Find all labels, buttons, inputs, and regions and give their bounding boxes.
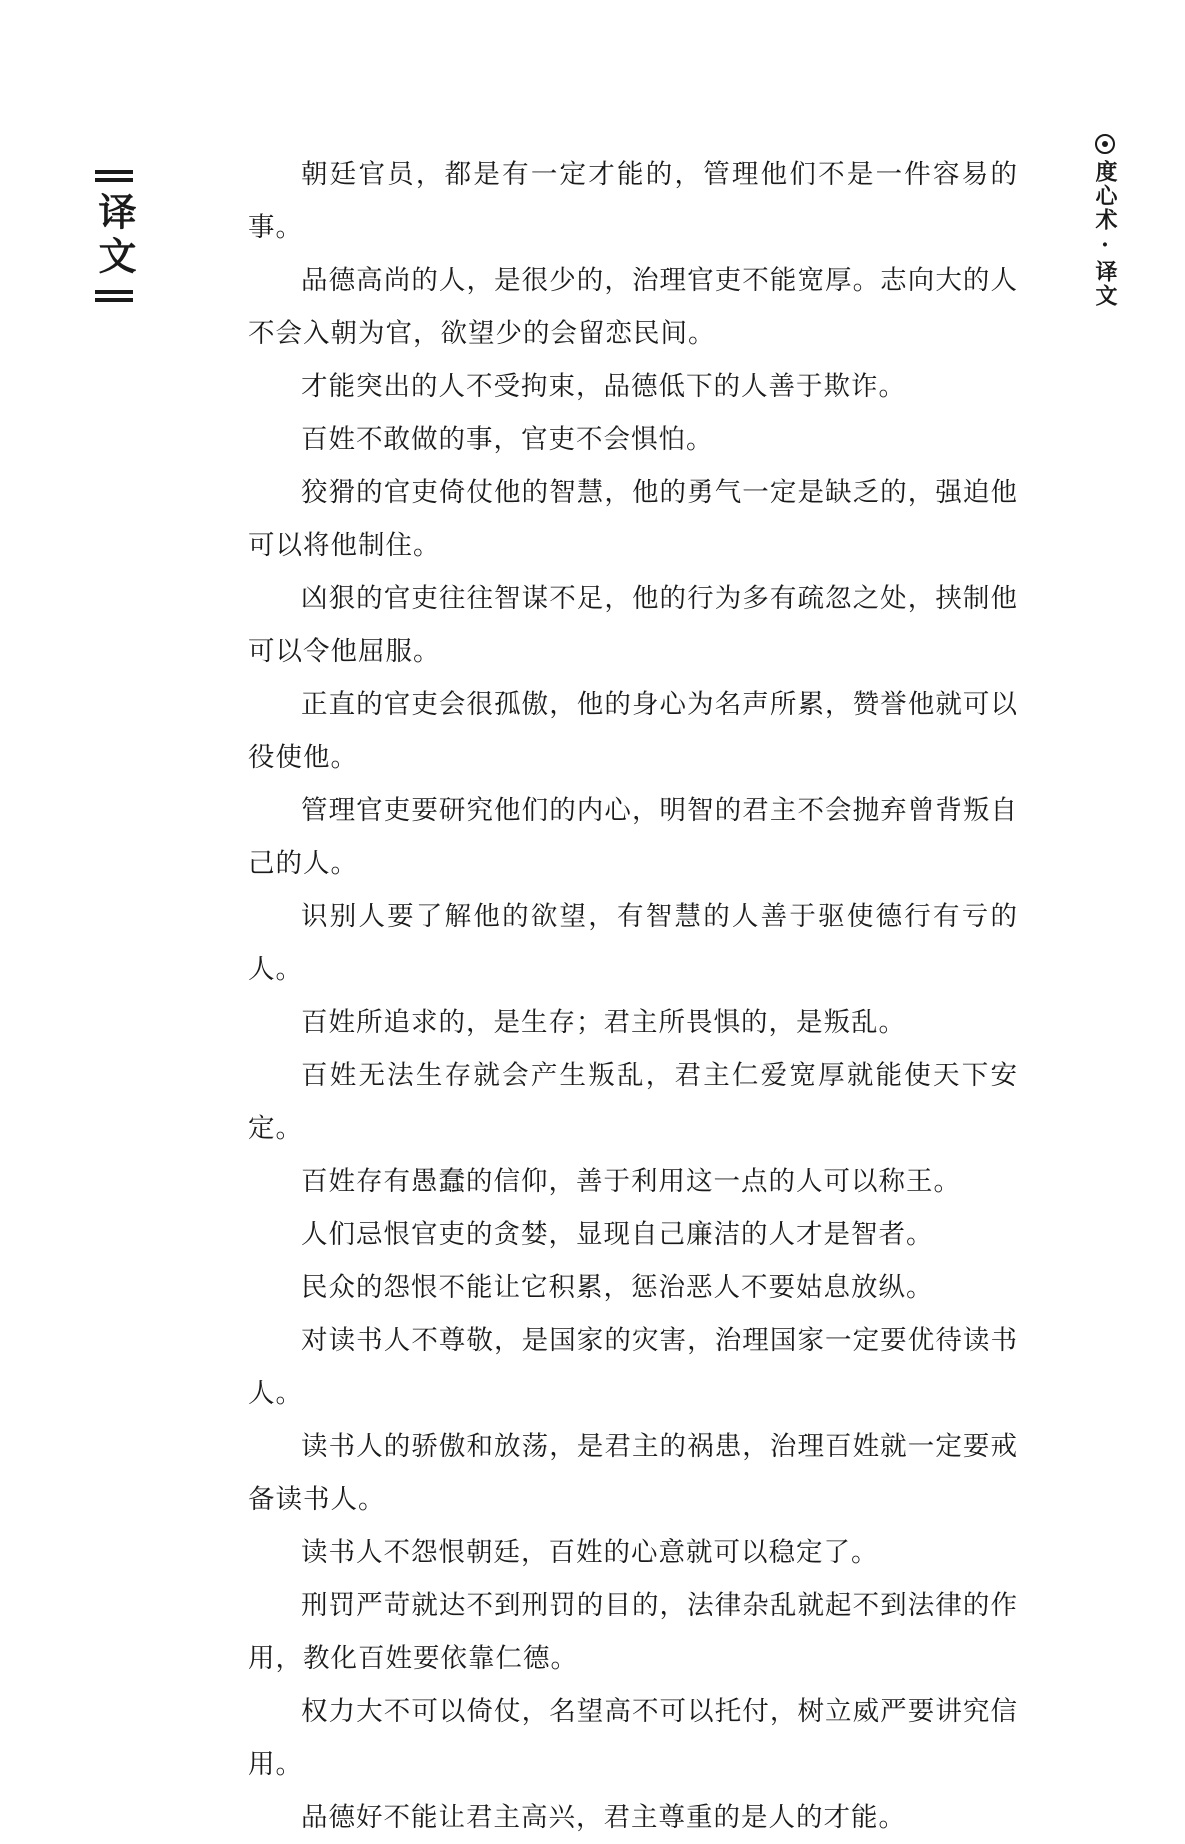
running-header-text: 度心术·译文 (1092, 160, 1118, 308)
section-heading-text: 译文 (92, 192, 137, 280)
paragraph: 权力大不可以倚仗，名望高不可以托付，树立威严要讲究信用。 (248, 1696, 1018, 1780)
section-heading (92, 168, 137, 304)
paragraph: 才能突出的人不受拘束，品德低下的人善于欺诈。 (301, 371, 906, 402)
heading-rule-top (95, 170, 133, 174)
paragraph: 读书人的骄傲和放荡，是君主的祸患，治理百姓就一定要戒备读书人。 (248, 1431, 1018, 1515)
heading-rule-bottom-2 (95, 298, 133, 302)
paragraph: 正直的官吏会很孤傲，他的身心为名声所累，赞誉他就可以役使他。 (248, 689, 1018, 773)
paragraph: 百姓无法生存就会产生叛乱，君主仁爱宽厚就能使天下安定。 (248, 1060, 1018, 1144)
body-text (248, 148, 1018, 1844)
paragraph: 朝廷官员，都是有一定才能的，管理他们不是一件容易的事。 (248, 159, 1018, 243)
paragraph: 读书人不怨恨朝廷，百姓的心意就可以稳定了。 (301, 1537, 879, 1568)
paragraph: 管理官吏要研究他们的内心，明智的君主不会抛弃曾背叛自己的人。 (248, 795, 1018, 879)
ornament-icon (1095, 134, 1115, 154)
paragraph: 百姓所追求的，是生存；君主所畏惧的，是叛乱。 (301, 1007, 906, 1038)
paragraph: 品德好不能让君主高兴，君主尊重的是人的才能。 (301, 1802, 906, 1833)
paragraph: 凶狠的官吏往往智谋不足，他的行为多有疏忽之处，挟制他可以令他屈服。 (248, 583, 1018, 667)
heading-rule-top-2 (95, 178, 133, 182)
heading-rule-bottom (95, 290, 133, 294)
paragraph: 狡猾的官吏倚仗他的智慧，他的勇气一定是缺乏的，强迫他可以将他制住。 (248, 477, 1018, 561)
paragraph: 刑罚严苛就达不到刑罚的目的，法律杂乱就起不到法律的作用，教化百姓要依靠仁德。 (248, 1590, 1018, 1674)
paragraph: 品德高尚的人，是很少的，治理官吏不能宽厚。志向大的人不会入朝为官，欲望少的会留恋民间。 (248, 265, 1018, 349)
paragraph: 对读书人不尊敬，是国家的灾害，治理国家一定要优待读书人。 (248, 1325, 1018, 1409)
paragraph: 识别人要了解他的欲望，有智慧的人善于驱使德行有亏的人。 (248, 901, 1018, 985)
paragraph: 人们忌恨官吏的贪婪，显现自己廉洁的人才是智者。 (301, 1219, 934, 1250)
paragraph: 百姓存有愚蠢的信仰，善于利用这一点的人可以称王。 (301, 1166, 961, 1197)
running-header (1088, 134, 1122, 308)
paragraph: 百姓不敢做的事，官吏不会惧怕。 (301, 424, 714, 455)
paragraph: 民众的怨恨不能让它积累，惩治恶人不要姑息放纵。 (301, 1272, 934, 1303)
